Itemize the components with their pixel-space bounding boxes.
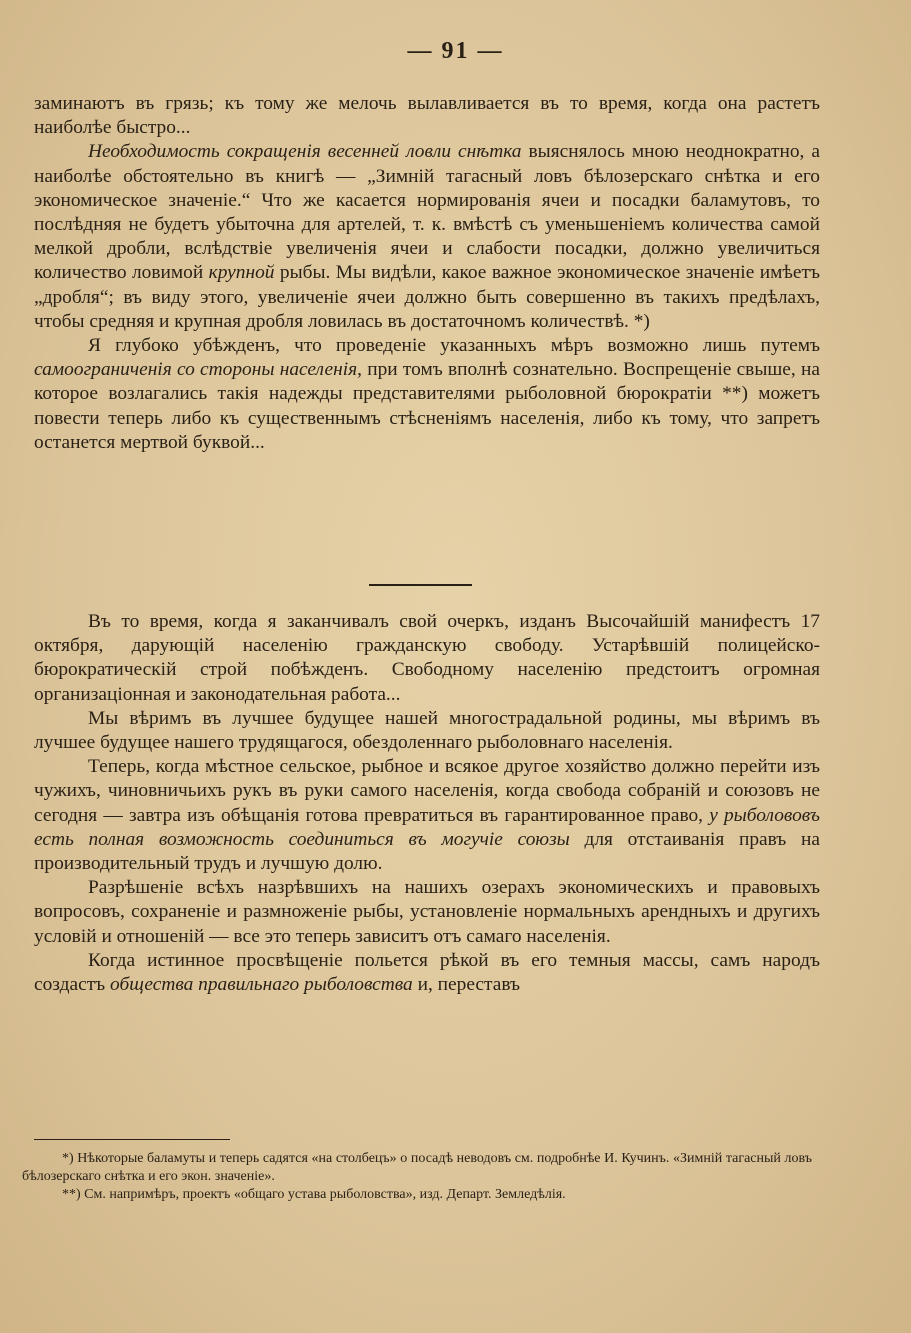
italic-phrase: самоограниченія со стороны населенія <box>34 359 358 381</box>
footnotes <box>22 1150 812 1204</box>
section-divider <box>369 584 472 586</box>
footnote: *) Нѣкоторые баламуты и теперь садятся «на столбецъ» о посадѣ неводовъ см. подробнѣе И. Кучинъ. «Зимній тагасный ловъ бѣлозерскаго снѣтка и его экон. значеніе». <box>22 1151 812 1184</box>
footnote-divider <box>34 1139 230 1140</box>
italic-phrase: общества правильнаго рыболовства <box>110 974 413 996</box>
paragraph: Разрѣшеніе всѣхъ назрѣвшихъ на нашихъ озерахъ экономическихъ и правовыхъ вопросовъ, сохраненіе и размноженіе рыбы, установленіе нормальныхъ арендныхъ и другихъ условій и отношеній — все это теперь зависитъ отъ самаго населенія. <box>34 877 820 947</box>
italic-phrase: Необходимость сокращенія весенней ловли снѣтка <box>88 141 522 163</box>
paragraph-text: рыбы. Мы видѣли, какое важное экономическое значеніе имѣетъ „дробля“; въ виду этого, увеличеніе ячеи должно быть совершенно въ такихъ предѣлахъ, чтобы средняя и крупная дробля ловилась въ достаточномъ количествѣ. *) <box>34 262 820 332</box>
paragraph-text: Теперь, когда мѣстное сельское, рыбное и всякое другое хозяйство должно перейти изъ чужихъ, чиновничьихъ рукъ въ руки самого населенія, когда свобода собраній и союзовъ не сегодня — завтра изъ обѣщанія готова превратиться въ гарантированное право, <box>34 756 820 826</box>
paragraph-text: Когда истинное просвѣщеніе польется рѣкой въ его темныя массы, самъ народъ создастъ <box>34 949 820 996</box>
text-block-bottom <box>34 610 820 997</box>
text-block-top <box>34 92 820 455</box>
paragraph: Мы вѣримъ въ лучшее будущее нашей многострадальной родины, мы вѣримъ въ лучшее будущее нашего трудящагося, обездоленнаго рыболовнаго населенія. <box>34 707 820 754</box>
paragraph <box>34 334 820 455</box>
footnote: **) См. напримѣръ, проектъ «общаго устава рыболовства», изд. Департ. Земледѣлія. <box>62 1187 566 1202</box>
paragraph: Въ то время, когда я заканчивалъ свой очеркъ, изданъ Высочайшій манифестъ 17 октября, дарующій населенію гражданскую свободу. Устарѣвшій полицейско-бюрократическій строй побѣжденъ. Свободному населенію предстоитъ огромная организаціонная и законодательная работа... <box>34 611 820 705</box>
page-number: — 91 — <box>407 38 504 64</box>
paragraph-text: Я глубоко убѣжденъ, что проведеніе указанныхъ мѣръ возможно лишь путемъ <box>88 335 820 357</box>
paragraph-text: для отстаиванія правъ на производительный трудъ и лучшую долю. <box>34 828 820 875</box>
paragraph-text: , при томъ вполнѣ сознательно. Воспрещеніе свыше, на которое возлагались такія надежды представителями рыболовной бюрократіи **) можетъ повести теперь либо къ существеннымъ стѣсненіямъ населенія, либо къ тому, что запретъ останется мертвой буквой... <box>34 359 820 453</box>
paragraph <box>34 949 820 997</box>
paragraph: заминаютъ въ грязь; къ тому же мелочь вылавливается въ то время, когда она растетъ наиболѣе быстро... <box>34 93 820 139</box>
paragraph <box>34 140 820 334</box>
italic-phrase: у рыболововъ есть полная возможность соединиться въ могучіе союзы <box>34 804 820 850</box>
italic-phrase: крупной <box>208 262 275 284</box>
paragraph-text: и, переставъ <box>412 974 521 996</box>
paragraph <box>34 755 820 876</box>
paragraph-text: выяснялось мною неоднократно, а наиболѣе обстоятельно въ книгѣ — „Зимній тагасный ловъ бѣлозерскаго снѣтка и его экономическое значеніе.“ Что же касается нормированія ячеи и посадки баламутовъ, то послѣдняя не будетъ убыточна для артелей, т. к. вмѣстѣ съ уменьшеніемъ количества самой мелкой дробли, вслѣдствіе увеличенія ячеи и слабости посадки, должно увеличиться количество ловимой <box>34 141 820 284</box>
